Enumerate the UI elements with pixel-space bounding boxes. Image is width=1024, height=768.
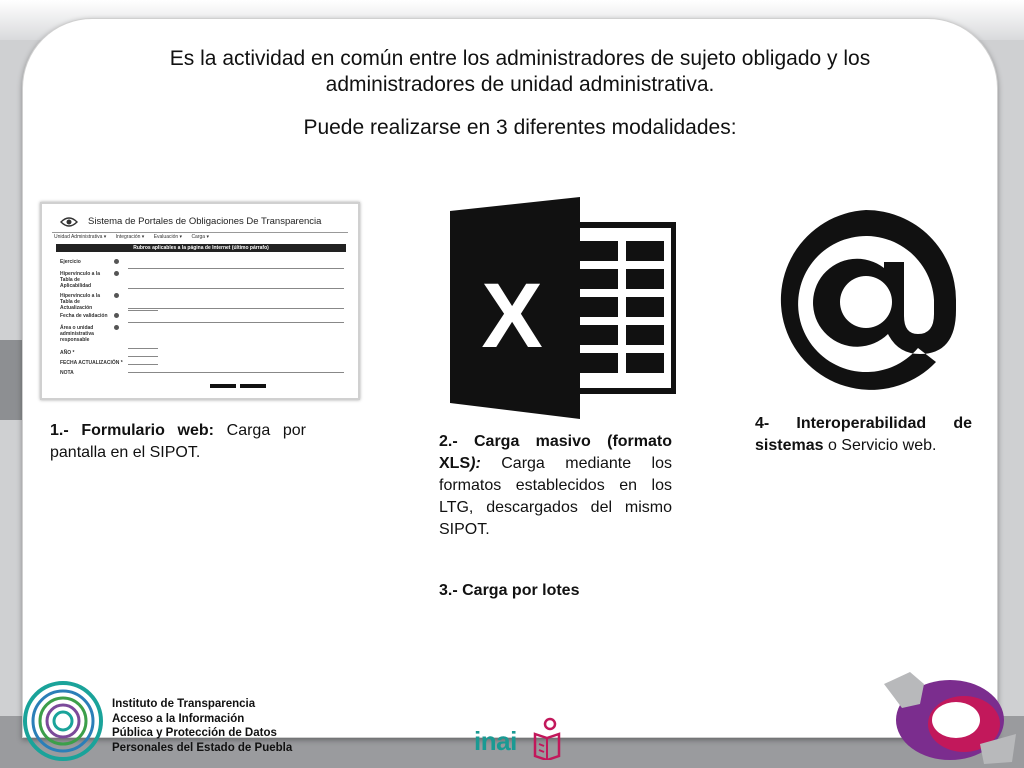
modality-2-title-end: ): xyxy=(470,455,481,472)
modality-2-desc: Carga mediante los formatos establecidos en los LTG, descargados del mismo SIPOT. xyxy=(439,455,672,538)
modality-1-desc: Carga por pantalla en el SIPOT. xyxy=(50,422,306,461)
excel-x-letter: X xyxy=(481,265,543,367)
modality-4-desc: o Servicio web. xyxy=(823,437,937,454)
itep-line: Pública y Protección de Datos xyxy=(112,727,277,739)
year-field[interactable] xyxy=(128,356,158,357)
slide-heading xyxy=(100,46,940,98)
form-menu xyxy=(54,234,217,240)
help-icon xyxy=(114,259,119,264)
help-icon xyxy=(114,293,119,298)
help-icon xyxy=(114,313,119,318)
menu-carga[interactable]: Carga ▾ xyxy=(191,234,209,240)
itep-line: Acceso a la Información xyxy=(112,712,245,725)
year-field[interactable] xyxy=(128,348,158,349)
menu-integracion[interactable]: Integración ▾ xyxy=(115,234,145,240)
form-row-label: Fecha de validación xyxy=(60,313,108,319)
form-row-label: FECHA ACTUALIZACIÓN * xyxy=(60,360,123,366)
eye-logo-icon xyxy=(60,216,78,228)
modality-4-title: 4- Interoperabilidad de sistemas xyxy=(755,415,972,454)
web-form-screenshot xyxy=(40,202,360,400)
modality-3-text: 3.- Carga por lotes xyxy=(439,582,580,599)
form-field[interactable] xyxy=(128,288,344,289)
form-row-label: Área o unidad administrativa responsable xyxy=(60,325,94,343)
heading-line-2: administradores de unidad administrativa. xyxy=(325,73,715,96)
form-field[interactable] xyxy=(128,268,344,269)
form-field[interactable] xyxy=(128,322,344,323)
form-field[interactable] xyxy=(128,308,344,309)
form-button[interactable] xyxy=(210,384,236,388)
itep-line: Personales del Estado de Puebla xyxy=(112,741,293,754)
form-field[interactable] xyxy=(128,372,344,373)
slide-subtitle: Puede realizarse en 3 diferentes modalidades: xyxy=(303,116,737,139)
help-icon xyxy=(114,271,119,276)
heading-line-1: Es la actividad en común entre los administradores de sujeto obligado y los xyxy=(169,47,871,70)
date-field[interactable] xyxy=(128,364,158,365)
form-row-label: AÑO * xyxy=(60,350,75,356)
form-row-label: Hipervínculo a la Tabla de Aplicabilidad xyxy=(60,271,101,289)
form-section-bar: Rubros aplicables a la página de Internet (último párrafo) xyxy=(56,244,346,252)
at-sign-icon xyxy=(768,202,964,398)
itep-line: Instituto de Transparencia xyxy=(112,698,256,710)
itep-logo-icon xyxy=(22,680,104,762)
form-row-label: Ejercicio xyxy=(60,259,81,265)
form-header xyxy=(60,214,350,232)
modality-1-text xyxy=(50,420,306,464)
form-title: Sistema de Portales de Obligaciones De Transparencia xyxy=(88,216,322,227)
form-button[interactable] xyxy=(240,384,266,388)
form-row-label: Hipervínculo a la Tabla de Actualización xyxy=(60,293,101,311)
modality-1-title: 1.- Formulario web: xyxy=(50,422,214,439)
modality-4-text xyxy=(755,413,972,457)
date-field[interactable] xyxy=(128,310,158,311)
modality-2-title: 2.- Carga masivo (formato XLS xyxy=(439,433,672,472)
inai-book-icon xyxy=(532,716,562,760)
excel-icon xyxy=(450,197,676,419)
help-icon xyxy=(114,325,119,330)
modality-2-text xyxy=(439,431,672,541)
menu-unidad[interactable]: Unidad Administrativa ▾ xyxy=(54,234,107,240)
puebla-emblem-icon xyxy=(880,664,1020,766)
form-row-label: NOTA xyxy=(60,370,74,376)
itep-name xyxy=(112,697,292,755)
form-divider xyxy=(52,232,348,233)
menu-evaluacion[interactable]: Evaluación ▾ xyxy=(153,234,183,240)
inai-logo-text: inai xyxy=(474,726,517,756)
